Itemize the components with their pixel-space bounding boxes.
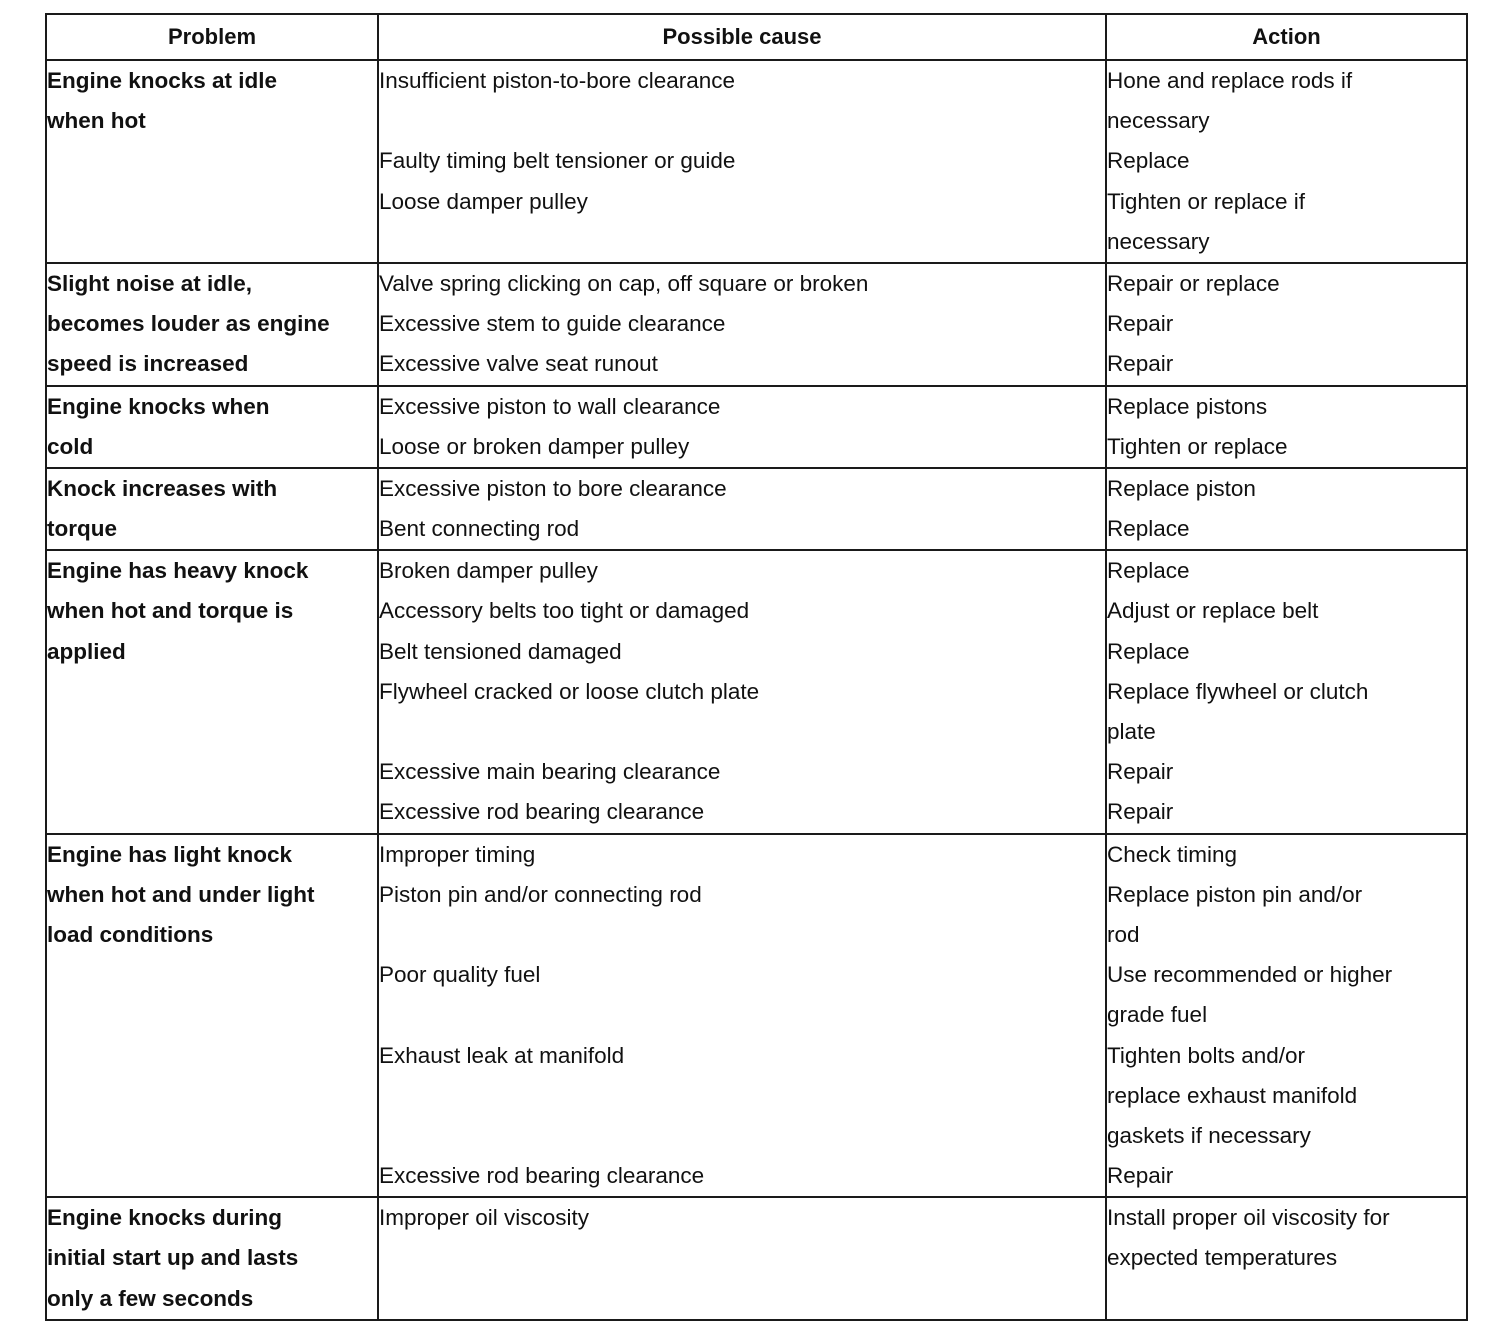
action-line: rod	[1107, 921, 1140, 947]
problem-line: becomes louder as engine	[47, 311, 330, 337]
problem-line	[47, 955, 377, 995]
cause-line: Belt tensioned damaged	[379, 638, 622, 664]
cause-line: Insufficient piston-to-bore clearance	[379, 68, 736, 93]
action-line: Check timing	[1107, 841, 1238, 867]
action-line: Replace	[1107, 638, 1190, 664]
problem-line: torque	[47, 516, 117, 542]
problem-cell	[46, 386, 378, 468]
problem-line: Slight noise at idle,	[47, 270, 253, 296]
cause-line: Exhaust leak at manifold	[379, 1042, 625, 1068]
problem-line	[47, 995, 377, 1035]
problem-cell	[46, 263, 378, 386]
cause-line	[379, 1279, 1105, 1319]
cause-cell	[378, 386, 1106, 468]
action-line: Repair	[1107, 1163, 1174, 1189]
action-cell	[1106, 60, 1467, 263]
cause-cell	[378, 1197, 1106, 1320]
cause-cell	[378, 263, 1106, 386]
table-row	[46, 60, 1467, 263]
action-line: Repair	[1107, 311, 1174, 337]
cause-line	[379, 222, 1105, 262]
cause-line	[379, 712, 1105, 752]
problem-line	[47, 182, 377, 222]
possible-cause-column-header: Possible cause	[378, 14, 1106, 60]
header-row	[46, 14, 1467, 60]
cause-line: Broken damper pulley	[379, 558, 598, 584]
problem-line: load conditions	[47, 921, 214, 947]
problem-column-header: Problem	[46, 14, 378, 60]
action-line: Replace pistons	[1107, 393, 1268, 419]
action-line: Tighten or replace if	[1107, 188, 1306, 214]
action-line: plate	[1107, 719, 1156, 744]
action-line: replace exhaust manifold	[1107, 1082, 1358, 1108]
action-line: Repair	[1107, 351, 1174, 377]
problem-line: Engine knocks at idle	[47, 68, 278, 93]
action-line: Replace flywheel or clutch	[1107, 678, 1369, 704]
problem-line	[47, 1116, 377, 1156]
problem-cell	[46, 468, 378, 550]
problem-line	[47, 222, 377, 262]
problem-line: only a few seconds	[47, 1285, 254, 1311]
troubleshooting-table	[45, 13, 1468, 1321]
action-line: grade fuel	[1107, 1002, 1208, 1028]
cause-line: Bent connecting rod	[379, 516, 580, 542]
cause-cell	[378, 468, 1106, 550]
cause-line: Accessory belts too tight or damaged	[379, 598, 750, 624]
cause-cell	[378, 550, 1106, 833]
action-line	[1107, 1279, 1466, 1319]
problem-line	[47, 712, 377, 752]
problem-cell	[46, 1197, 378, 1320]
action-line: Repair	[1107, 799, 1174, 825]
cause-line: Poor quality fuel	[379, 962, 541, 988]
cause-line: Improper timing	[379, 841, 536, 867]
problem-line	[47, 1076, 377, 1116]
cause-line: Excessive rod bearing clearance	[379, 1163, 705, 1189]
cause-line: Flywheel cracked or loose clutch plate	[379, 678, 760, 704]
action-line: gaskets if necessary	[1107, 1122, 1311, 1148]
action-line: necessary	[1107, 228, 1210, 254]
table-row	[46, 1197, 1467, 1320]
cause-line: Excessive piston to wall clearance	[379, 393, 721, 419]
problem-line: applied	[47, 638, 126, 664]
action-line: Replace	[1107, 558, 1190, 584]
cause-cell	[378, 834, 1106, 1198]
action-cell	[1106, 386, 1467, 468]
problem-line: Engine knocks when	[47, 393, 270, 419]
cause-line	[379, 1076, 1105, 1116]
action-line: Repair or replace	[1107, 270, 1280, 296]
cause-line: Valve spring clicking on cap, off square or broken	[379, 270, 869, 296]
action-line: Replace	[1107, 148, 1190, 174]
action-column-header: Action	[1106, 14, 1467, 60]
problem-line	[47, 1156, 377, 1196]
cause-line: Excessive piston to bore clearance	[379, 475, 727, 501]
cause-line: Excessive main bearing clearance	[379, 759, 721, 785]
cause-cell	[378, 60, 1106, 263]
action-cell	[1106, 263, 1467, 386]
problem-line	[47, 752, 377, 792]
cause-line: Improper oil viscosity	[379, 1205, 590, 1231]
table-row	[46, 263, 1467, 386]
action-line: expected temperatures	[1107, 1245, 1338, 1271]
troubleshooting-table-container	[45, 13, 1466, 1321]
action-cell	[1106, 468, 1467, 550]
action-cell	[1106, 1197, 1467, 1320]
problem-line: when hot and torque is	[47, 598, 294, 624]
cause-line: Faulty timing belt tensioner or guide	[379, 148, 736, 174]
action-line: necessary	[1107, 108, 1210, 134]
cause-line	[379, 1238, 1105, 1278]
problem-line: Engine knocks during	[47, 1205, 283, 1231]
action-line: Tighten or replace	[1107, 433, 1288, 459]
problem-cell	[46, 60, 378, 263]
action-line: Tighten bolts and/or	[1107, 1042, 1306, 1068]
cause-line: Excessive rod bearing clearance	[379, 799, 705, 825]
action-line: Replace piston	[1107, 475, 1256, 501]
cause-line	[379, 915, 1105, 955]
cause-line	[379, 101, 1105, 141]
action-line: Replace	[1107, 516, 1190, 542]
problem-line	[47, 141, 377, 181]
action-cell	[1106, 834, 1467, 1198]
action-line: Use recommended or higher	[1107, 962, 1393, 988]
cause-line	[379, 995, 1105, 1035]
table-row	[46, 834, 1467, 1198]
cause-line: Excessive stem to guide clearance	[379, 311, 726, 337]
table-row	[46, 468, 1467, 550]
cause-line: Piston pin and/or connecting rod	[379, 881, 702, 907]
problem-line	[47, 672, 377, 712]
table-row	[46, 386, 1467, 468]
action-line: Install proper oil viscosity for	[1107, 1205, 1390, 1231]
table-row	[46, 550, 1467, 833]
action-line: Repair	[1107, 759, 1174, 785]
action-line: Hone and replace rods if	[1107, 68, 1353, 93]
problem-line: Engine has light knock	[47, 841, 293, 867]
problem-line: when hot and under light	[47, 881, 315, 907]
action-line: Replace piston pin and/or	[1107, 881, 1363, 907]
cause-line: Loose damper pulley	[379, 188, 588, 214]
problem-line: Engine has heavy knock	[47, 558, 309, 584]
cause-line	[379, 1116, 1105, 1156]
problem-line	[47, 792, 377, 832]
problem-line: cold	[47, 433, 94, 459]
problem-cell	[46, 550, 378, 833]
table-body	[46, 60, 1467, 1320]
cause-line: Excessive valve seat runout	[379, 351, 658, 377]
action-line: Adjust or replace belt	[1107, 598, 1319, 624]
problem-line: Knock increases with	[47, 475, 278, 501]
problem-line	[47, 1036, 377, 1076]
problem-cell	[46, 834, 378, 1198]
problem-line: when hot	[47, 108, 146, 134]
action-cell	[1106, 550, 1467, 833]
problem-line: initial start up and lasts	[47, 1245, 299, 1271]
cause-line: Loose or broken damper pulley	[379, 433, 690, 459]
problem-line: speed is increased	[47, 351, 249, 377]
